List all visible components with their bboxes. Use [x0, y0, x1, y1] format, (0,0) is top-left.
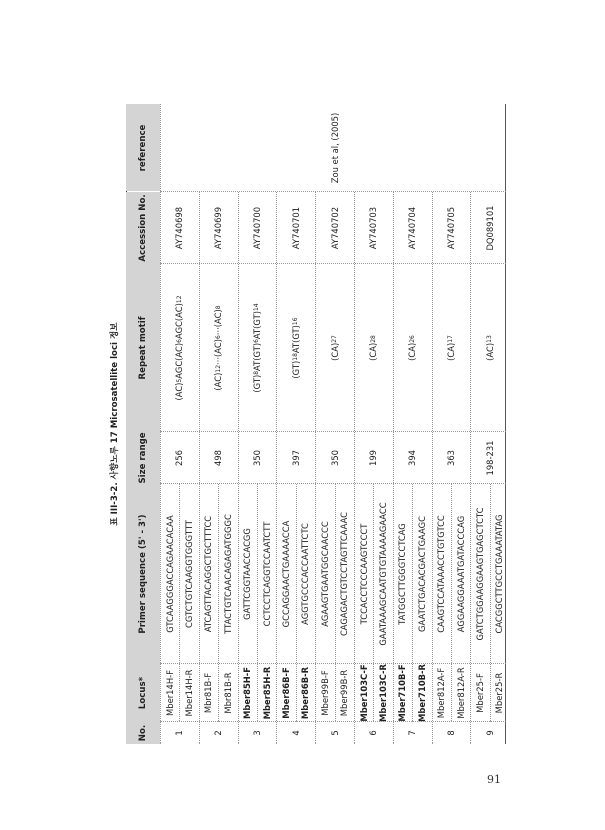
- primer-sequence: TATGGCTTGGGTCCTCAG: [397, 523, 408, 625]
- row-inner-divider: [296, 484, 297, 722]
- size-range: 397: [290, 450, 301, 466]
- accession-number: AY740704: [407, 206, 418, 250]
- row-inner-divider: [451, 484, 452, 722]
- primer-sequence: CCTCCTCAGGTCCAATCTT: [261, 521, 272, 627]
- repeat-motif: (AC) 5 AGC(AC) 6 AGC(AC) 12: [174, 295, 185, 401]
- size-range: 350: [329, 450, 340, 466]
- size-range: 199: [368, 450, 379, 466]
- column-divider: [160, 721, 506, 722]
- row-number: 5: [329, 730, 340, 736]
- repeat-motif: (CA) 28: [368, 335, 379, 361]
- primer-sequence: GATCTGGAAGGAAGTGAGCTCTC: [475, 507, 486, 641]
- row-number: 1: [174, 730, 185, 736]
- row-divider: [276, 192, 277, 744]
- locus-name: Mber103C-F: [358, 664, 369, 722]
- size-range: 363: [445, 450, 456, 466]
- row-number: 7: [407, 730, 418, 736]
- primer-sequence: AGGAAGGAAATGATACCCAG: [455, 515, 466, 633]
- row-divider: [432, 192, 433, 744]
- row-divider: [315, 192, 316, 744]
- accession-number: AY740698: [174, 206, 185, 250]
- repeat-motif: (AC) 13: [484, 335, 495, 361]
- locus-name: Mber14H-F: [164, 670, 175, 716]
- locus-name: Mber103C-R: [378, 664, 389, 722]
- locus-name: Mber25-F: [475, 673, 486, 713]
- row-number: 3: [251, 730, 262, 736]
- accession-number: AY740702: [329, 206, 340, 250]
- header-reference: reference: [138, 124, 148, 172]
- row-inner-divider: [412, 484, 413, 722]
- header-no: No.: [138, 724, 148, 742]
- row-number: 9: [484, 730, 495, 736]
- header-primer: Primer sequence (5' - 3'): [138, 514, 148, 634]
- primer-sequence: GAATCTGACACGACTGAAGC: [416, 516, 427, 632]
- repeat-motif: (CA) 17: [445, 335, 456, 361]
- primer-sequence: CGTCTGTCAAGGTGGGTTT: [184, 520, 195, 628]
- row-divider: [199, 192, 200, 744]
- row-inner-divider: [257, 484, 258, 722]
- repeat-motif: (AC) 12 ···(AC) 6 ···(AC) 8: [213, 305, 224, 391]
- locus-name: Mber85H-F: [242, 667, 253, 720]
- repeat-motif: (CA) 26: [407, 335, 418, 361]
- accession-number: DQ089101: [484, 205, 495, 251]
- primer-sequence: GTCAAGGGACCAGAACACAA: [164, 515, 175, 633]
- locus-name: Mber812A-F: [436, 667, 447, 719]
- accession-number: AY740700: [251, 206, 262, 250]
- page-number: 91: [487, 773, 501, 786]
- row-divider: [354, 192, 355, 744]
- locus-name: Mber812A-R: [455, 667, 466, 719]
- primer-sequence: GCCAGGAACTGAAAACCA: [281, 520, 292, 628]
- table-caption: 표 III-3-2. 사향노루 17 Microsatellite loci 정보: [110, 322, 120, 526]
- header-motif: Repeat motif: [138, 316, 148, 380]
- row-number: 4: [290, 730, 301, 736]
- row-number: 8: [445, 730, 456, 736]
- column-divider: [160, 191, 506, 192]
- accession-number: AY740699: [213, 206, 224, 250]
- repeat-motif: (GT) 8 AT(GT) 6 AT(GT) 14: [251, 303, 262, 393]
- row-divider: [393, 192, 394, 744]
- size-range: 350: [251, 450, 262, 466]
- reference-text: Zou et al, (2005): [329, 112, 340, 184]
- header-locus: Locus*: [138, 676, 148, 710]
- locus-name: Mber86B-F: [281, 667, 292, 719]
- locus-name: Mbr81B-F: [203, 672, 214, 714]
- primer-sequence: ATCAGTTACAGGCTGCTTTCC: [203, 515, 214, 633]
- header-size: Size range: [138, 432, 148, 484]
- locus-name: Mber710B-R: [416, 664, 427, 722]
- row-inner-divider: [218, 484, 219, 722]
- row-number: 2: [213, 730, 224, 736]
- locus-name: Mbr81B-R: [222, 672, 233, 714]
- primer-sequence: CAGAGACTGTCCTAGTTCAAAC: [339, 511, 350, 637]
- primer-sequence: AGAAGTGAATGGCAACCC: [319, 521, 330, 627]
- repeat-motif: (CA) 27: [329, 335, 340, 361]
- column-divider: [160, 263, 506, 264]
- locus-name: Mber86B-R: [300, 666, 311, 720]
- locus-name: Mber14H-R: [184, 669, 195, 717]
- size-range: 498: [213, 450, 224, 466]
- primer-sequence: AGGTGCCCACCAATTCTC: [300, 523, 311, 625]
- locus-name: Mber25-R: [494, 672, 505, 714]
- row-inner-divider: [373, 484, 374, 722]
- size-range: 198-231: [484, 440, 495, 476]
- primer-sequence: TTACTGTCAACAGAGATGGGC: [222, 514, 233, 634]
- repeat-motif: (GT) 18 AT(GT) 16: [290, 317, 301, 379]
- locus-name: Mber99B-F: [319, 670, 330, 716]
- locus-name: Mber99B-R: [339, 669, 350, 717]
- primer-sequence: CAAGTCCATAAACCTGTGTCC: [436, 515, 447, 633]
- header-accession: Accession No.: [138, 194, 148, 262]
- header-divider: [160, 104, 161, 744]
- accession-number: AY740705: [445, 206, 456, 250]
- row-inner-divider: [490, 484, 491, 722]
- row-inner-divider: [179, 484, 180, 722]
- microsatellite-table: [126, 104, 506, 744]
- row-divider: [470, 192, 471, 744]
- row-inner-divider: [335, 484, 336, 722]
- row-number: 6: [368, 730, 379, 736]
- primer-sequence: GATTCGGTAACCACGG: [242, 528, 253, 620]
- column-divider: [160, 483, 506, 484]
- size-range: 256: [174, 450, 185, 466]
- primer-sequence: CACGGCTTGCCTGAAATATAG: [494, 514, 505, 634]
- locus-name: Mber85H-R: [261, 666, 272, 720]
- rotated-table-page: [108, 104, 508, 744]
- row-divider: [238, 192, 239, 744]
- column-divider: [160, 663, 506, 664]
- primer-sequence: GAATAAAGCAATGTGTAAAAGAACC: [378, 502, 389, 646]
- primer-sequence: TCCACCTCCCAAGTCCCT: [358, 523, 369, 625]
- accession-number: AY740703: [368, 206, 379, 250]
- size-range: 394: [407, 450, 418, 466]
- locus-name: Mber710B-F: [397, 664, 408, 722]
- accession-number: AY740701: [290, 206, 301, 250]
- column-divider: [160, 431, 506, 432]
